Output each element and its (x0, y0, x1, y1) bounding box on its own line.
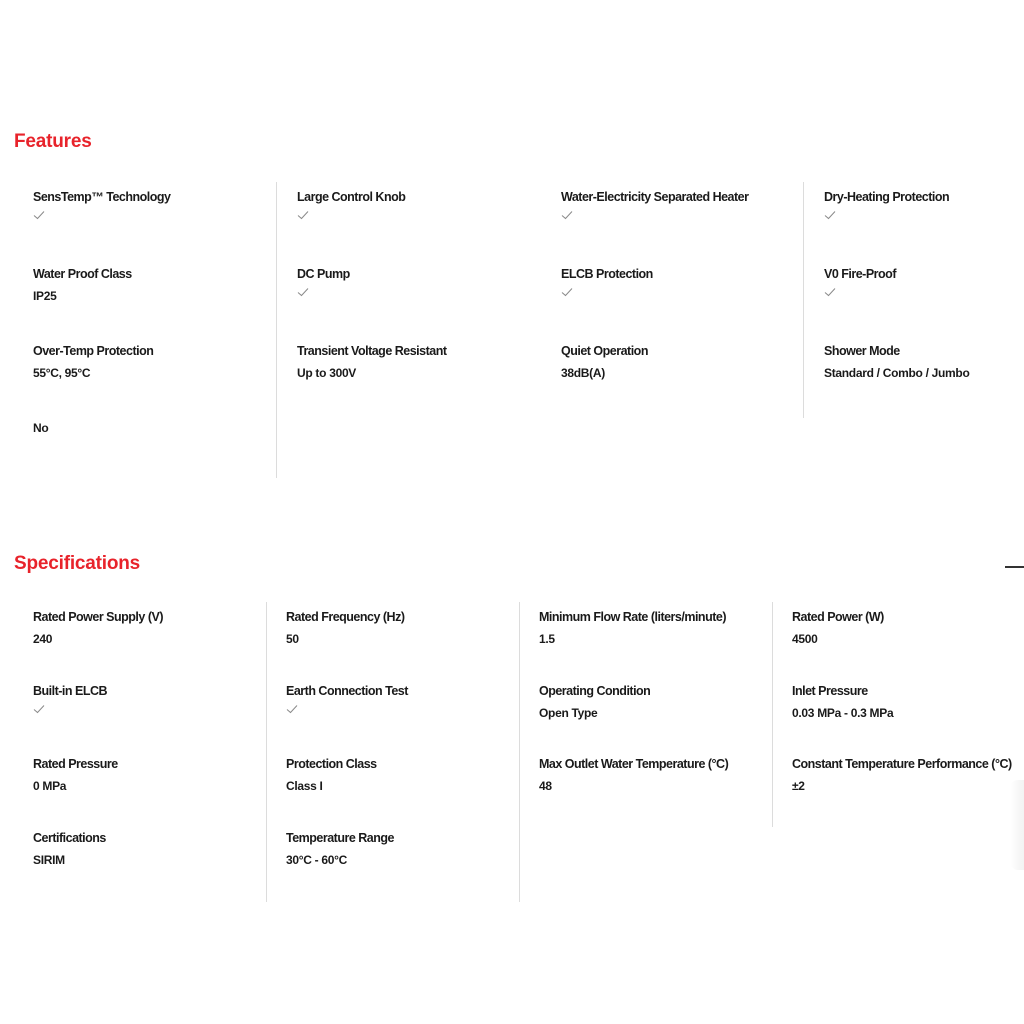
item-label: Operating Condition (539, 683, 651, 698)
item-value: 50 (286, 632, 299, 646)
specifications-item (539, 757, 779, 793)
item-label: Max Outlet Water Temperature (°C) (539, 757, 729, 771)
item-value: 48 (539, 779, 552, 793)
features-item (297, 190, 537, 220)
item-label: Protection Class (286, 757, 377, 771)
item-label: SensTemp™ Technology (33, 190, 171, 204)
checkmark-icon (297, 210, 309, 220)
item-value: 30°C - 60°C (286, 852, 347, 867)
item-value: Up to 300V (297, 366, 357, 380)
features-item (561, 190, 801, 220)
item-value: Class I (286, 779, 323, 793)
item-label: V0 Fire-Proof (824, 267, 896, 281)
specifications-item (792, 757, 1024, 793)
item-value: 55°C, 95°C (33, 366, 91, 380)
features-item (33, 344, 273, 380)
specifications-item (33, 610, 273, 646)
specifications-item (286, 831, 526, 867)
item-value: IP25 (33, 289, 57, 303)
item-label: Rated Pressure (33, 757, 118, 771)
checkmark-icon (286, 704, 298, 714)
features-item (824, 190, 1024, 220)
column-divider (519, 602, 520, 902)
item-value: ±2 (792, 779, 805, 793)
specifications-item (33, 831, 273, 867)
item-label: Earth Connection Test (286, 683, 408, 698)
features-item (33, 267, 273, 303)
checkmark-icon (824, 210, 836, 220)
collapse-toggle-icon[interactable] (1005, 566, 1024, 568)
checkmark-icon (297, 287, 309, 297)
item-value: Standard / Combo / Jumbo (824, 366, 970, 380)
item-label: Water Proof Class (33, 267, 132, 281)
item-label: Rated Frequency (Hz) (286, 610, 405, 624)
specifications-item (286, 757, 526, 793)
features-item (33, 421, 273, 435)
item-value: 240 (33, 632, 53, 646)
features-heading: Features (14, 131, 92, 152)
item-label: Built-in ELCB (33, 683, 108, 698)
column-divider (266, 602, 267, 902)
item-label: Minimum Flow Rate (liters/minute) (539, 610, 726, 624)
item-label: Large Control Knob (297, 190, 406, 204)
column-divider (803, 182, 804, 418)
checkmark-icon (824, 287, 836, 297)
specifications-item (792, 610, 1024, 646)
item-value: 1.5 (539, 632, 555, 646)
specifications-item (792, 684, 1024, 720)
specifications-item (33, 757, 273, 793)
item-label: ELCB Protection (561, 267, 653, 281)
item-label: Quiet Operation (561, 344, 648, 358)
item-label: Rated Power Supply (V) (33, 610, 163, 624)
features-item (297, 267, 537, 297)
item-label: Inlet Pressure (792, 683, 868, 698)
specifications-item (286, 610, 526, 646)
item-label: Constant Temperature Performance (°C) (792, 757, 1012, 771)
scroll-edge-shadow (1010, 780, 1024, 870)
specifications-item (33, 684, 273, 714)
features-item (297, 344, 537, 380)
item-label: DC Pump (297, 267, 350, 281)
specifications-heading: Specifications (14, 553, 141, 574)
item-value: 38dB(A) (561, 366, 605, 380)
specifications-item (286, 684, 526, 714)
column-divider (276, 182, 277, 478)
item-label: Dry-Heating Protection (824, 190, 950, 204)
checkmark-icon (33, 210, 45, 220)
item-value: SIRIM (33, 852, 65, 867)
item-value: Open Type (539, 705, 598, 720)
item-value: No (33, 421, 49, 435)
item-label: Temperature Range (286, 830, 394, 845)
item-label: Over-Temp Protection (33, 344, 154, 358)
item-value: 0.03 MPa - 0.3 MPa (792, 705, 894, 720)
features-item (33, 190, 273, 220)
checkmark-icon (33, 704, 45, 714)
features-item (824, 344, 1024, 380)
features-item (561, 267, 801, 297)
item-value: 0 MPa (33, 779, 67, 793)
features-item (824, 267, 1024, 297)
specifications-item (539, 684, 779, 720)
item-label: Rated Power (W) (792, 610, 884, 624)
item-label: Water-Electricity Separated Heater (561, 190, 749, 204)
column-divider (772, 602, 773, 827)
item-label: Certifications (33, 830, 106, 845)
checkmark-icon (561, 287, 573, 297)
item-label: Transient Voltage Resistant (297, 344, 447, 358)
item-value: 4500 (792, 632, 818, 646)
specifications-item (539, 610, 779, 646)
features-item (561, 344, 801, 380)
checkmark-icon (561, 210, 573, 220)
item-label: Shower Mode (824, 344, 900, 358)
